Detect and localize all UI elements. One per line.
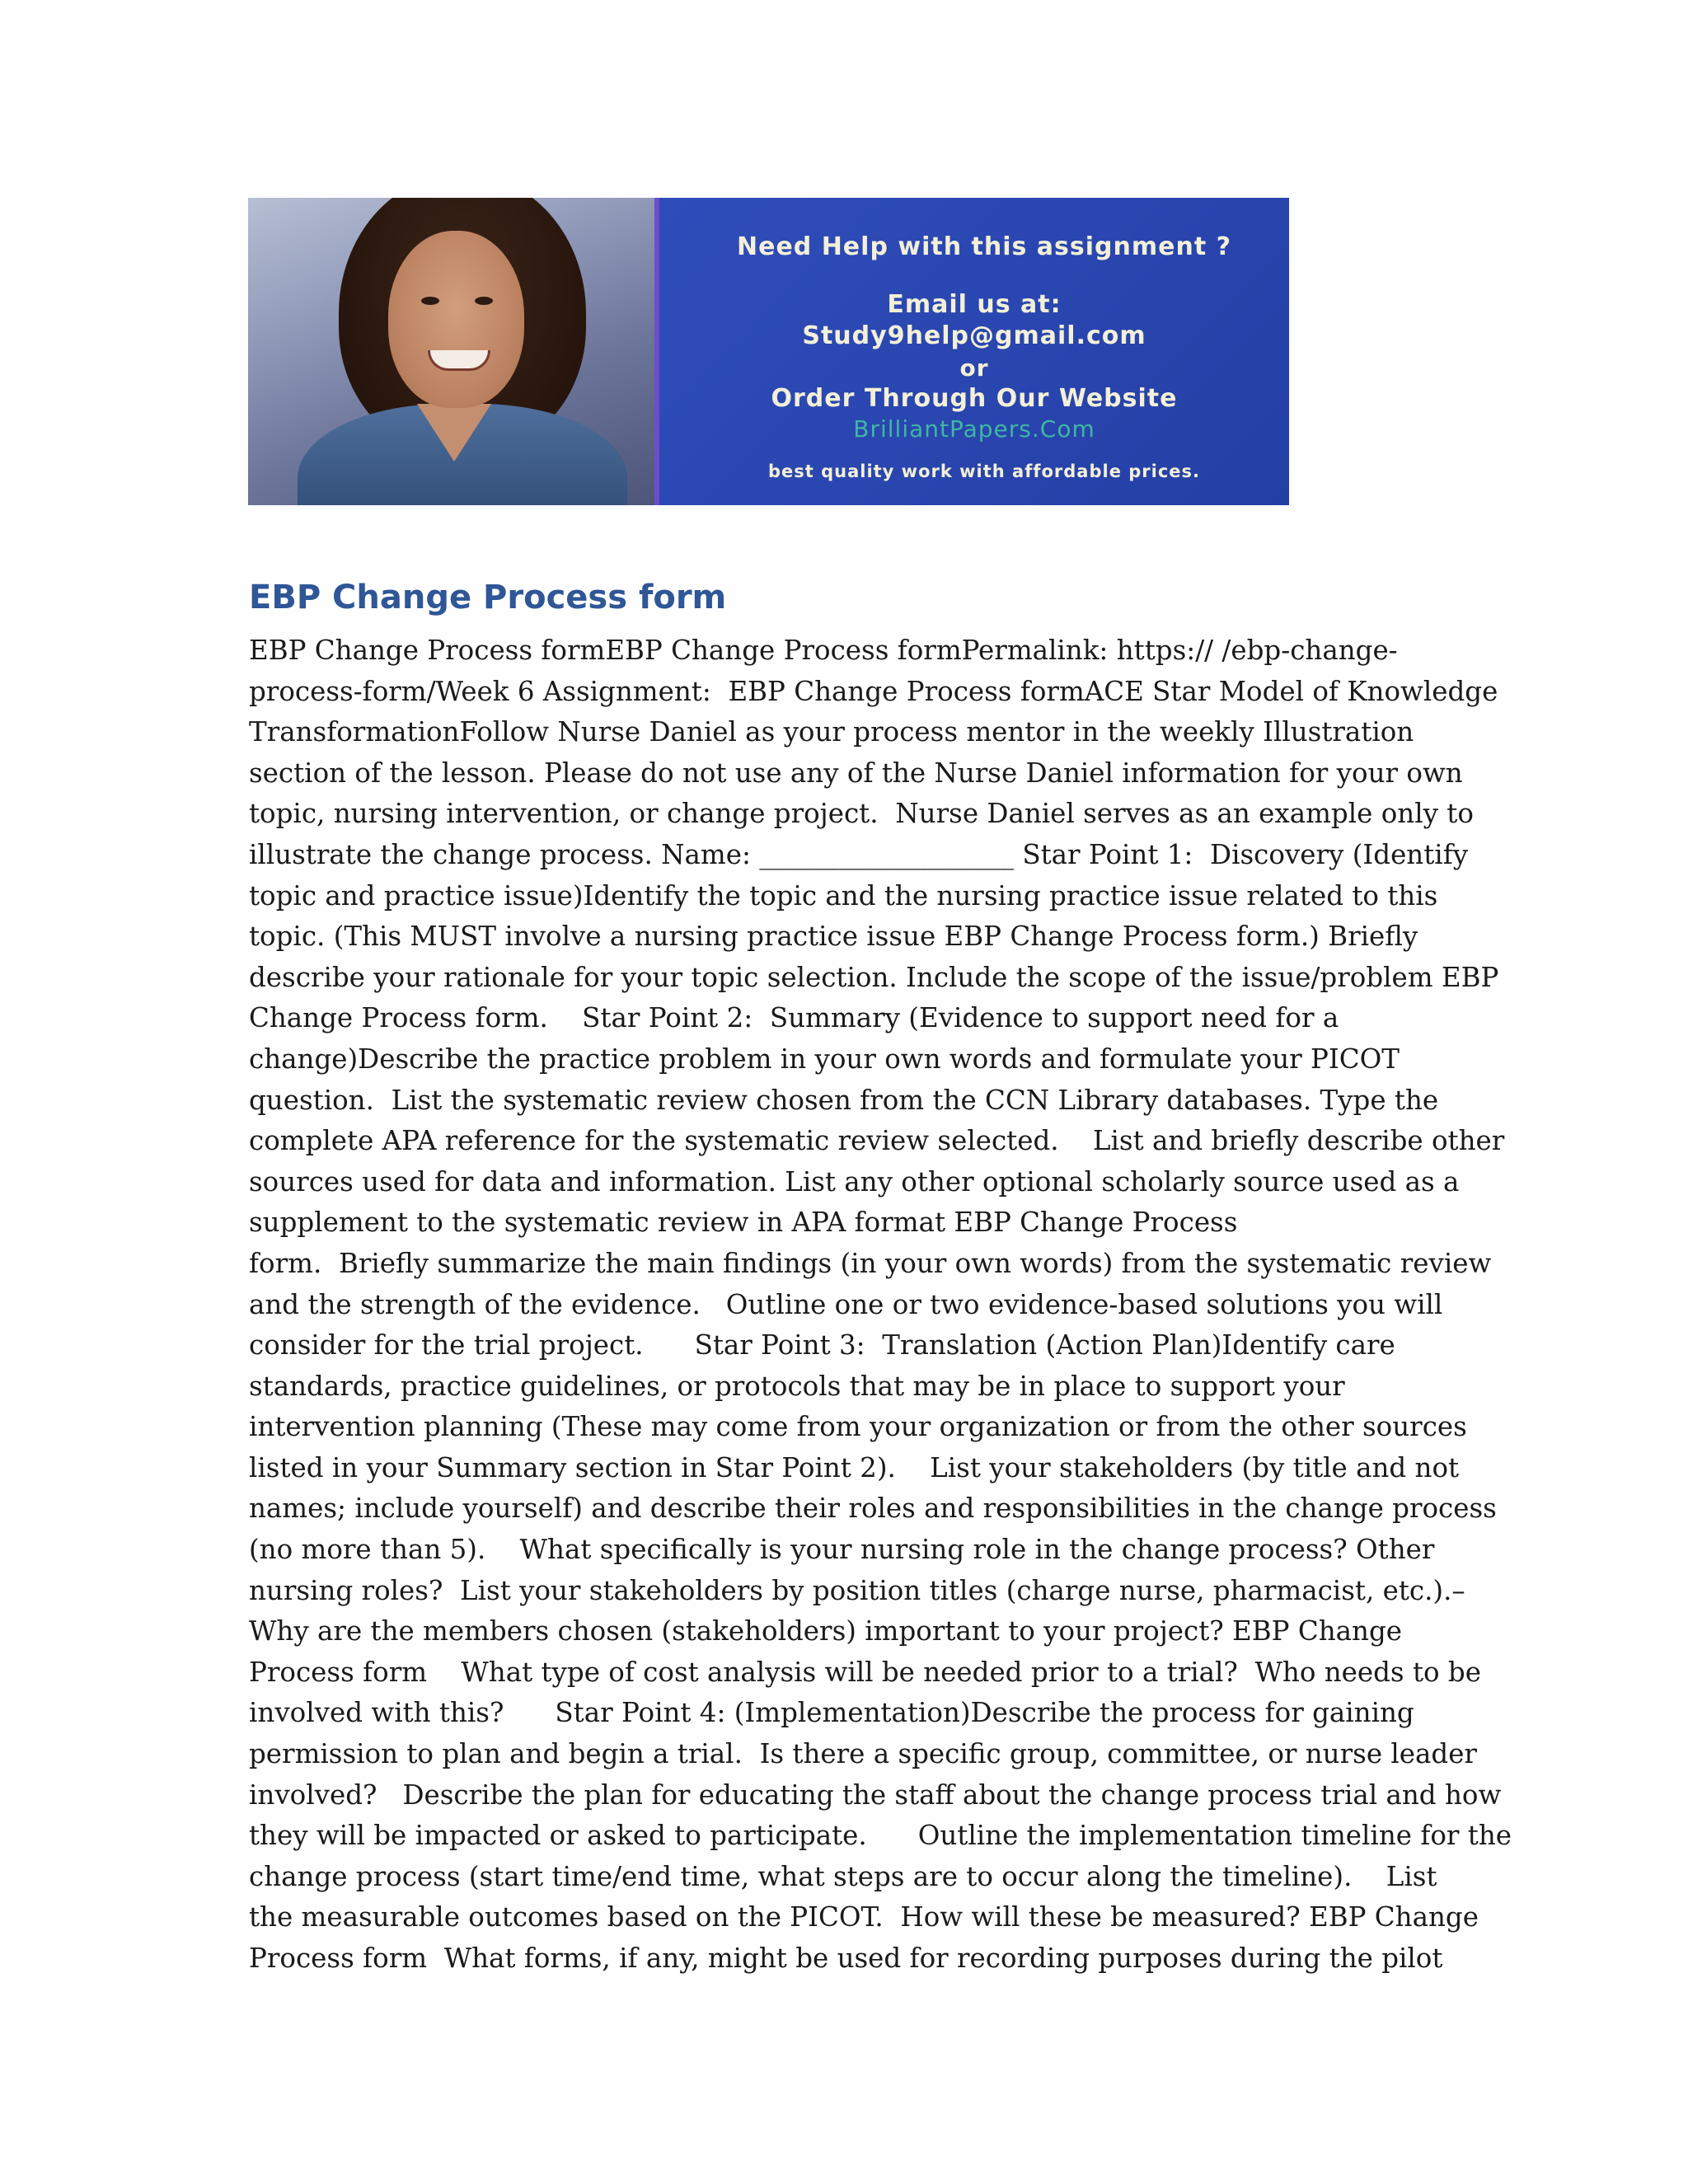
body-text-line: intervention planning (These may come from your organization or from the other sources [249,1411,1467,1443]
body-text-line: Change Process form. Star Point 2: Summary (Evidence to support need for a [249,1002,1339,1034]
body-text-line: topic and practice issue)Identify the topic and the nursing practice issue related to this [249,879,1438,912]
body-text-line: supplement to the systematic review in APA format EBP Change Process [249,1207,1238,1239]
document-title: EBP Change Process form [249,579,727,616]
body-text-line: change)Describe the practice problem in your own words and formulate your PICOT [249,1043,1400,1075]
body-text-line: process-form/Week 6 Assignment: EBP Change Process formACE Star Model of Knowledge [249,675,1498,707]
body-text-line: section of the lesson. Please do not use any of the Nurse Daniel information for your own [249,757,1463,789]
body-text-line: change process (start time/end time, what steps are to occur along the timeline). List [249,1860,1437,1892]
body-text-line: describe your rationale for your topic selection. Include the scope of the issue/problem EBP [249,961,1499,993]
body-text-line: illustrate the change process. Name: ___________________ Star Point 1: Discovery (Identify [249,838,1469,870]
body-text-line: they will be impacted or asked to participate. Outline the implementation timeline for the [249,1820,1512,1852]
body-text-line: and the strength of the evidence. Outline one or two evidence-based solutions you will [249,1288,1443,1320]
ad-or: or [959,354,989,382]
document-body [249,630,1512,1980]
body-text-line: permission to plan and begin a trial. Is there a specific group, committee, or nurse leader [249,1738,1477,1770]
body-text-line: nursing roles? List your stakeholders by position titles (charge nurse, pharmacist, etc.).– [249,1574,1465,1606]
body-text-line: complete APA reference for the systematic review selected. List and briefly describe other [249,1125,1505,1157]
body-text-line: the measurable outcomes based on the PICOT. How will these be measured? EBP Change [249,1901,1479,1933]
body-text-line: involved? Describe the plan for educating the staff about the change process trial and how [249,1779,1502,1811]
photo-face [388,231,524,408]
body-text-line: TransformationFollow Nurse Daniel as your process mentor in the weekly Illustration [249,716,1414,748]
student-photo [248,198,654,505]
photo-eye-right [475,297,493,305]
body-text-line: Process form What type of cost analysis will be needed prior to a trial? Who needs to be [249,1656,1481,1688]
body-text-line: question. List the systematic review chosen from the CCN Library databases. Type the [249,1084,1439,1116]
body-text-line: topic. (This MUST involve a nursing practice issue EBP Change Process form.) Briefly [249,921,1418,953]
body-text-line: Why are the members chosen (stakeholders) important to your project? EBP Change [249,1615,1403,1647]
ad-tagline: best quality work with affordable prices. [767,462,1201,481]
advertisement-panel [654,198,1289,505]
body-text-line: listed in your Summary section in Star Point 2). List your stakeholders (by title and not [249,1451,1460,1483]
body-text-line: (no more than 5). What specifically is your nursing role in the change process? Other [249,1534,1435,1566]
ad-order: Order Through Our Website [771,384,1178,413]
photo-eye-left [421,297,439,305]
body-text-line: Process form What forms, if any, might be used for recording purposes during the pilot [249,1943,1443,1974]
body-text-line: topic, nursing intervention, or change project. Nurse Daniel serves as an example only to [249,798,1474,830]
body-text-line: names; include yourself) and describe their roles and responsibilities in the change process [249,1493,1497,1525]
ad-website: BrilliantPapers.Com [853,415,1095,443]
ad-email: Study9help@gmail.com [802,321,1146,350]
body-text-line: standards, practice guidelines, or protocols that may be in place to support your [249,1370,1345,1402]
body-text-line: EBP Change Process formEBP Change Process formPermalink: https:// /ebp-change- [249,635,1398,666]
body-text-line: consider for the trial project. Star Point 3: Translation (Action Plan)Identify care [249,1329,1395,1361]
advertisement-banner [248,198,1289,505]
ad-need-help: Need Help with this assignment ? [736,232,1232,261]
ad-email-label: Email us at: [887,290,1062,319]
body-text-line: form. Briefly summarize the main findings (in your own words) from the systematic review [249,1247,1492,1279]
body-text-line: sources used for data and information. List any other optional scholarly source used as a [249,1165,1460,1197]
body-text-line: involved with this? Star Point 4: (Implementation)Describe the process for gaining [249,1697,1414,1729]
